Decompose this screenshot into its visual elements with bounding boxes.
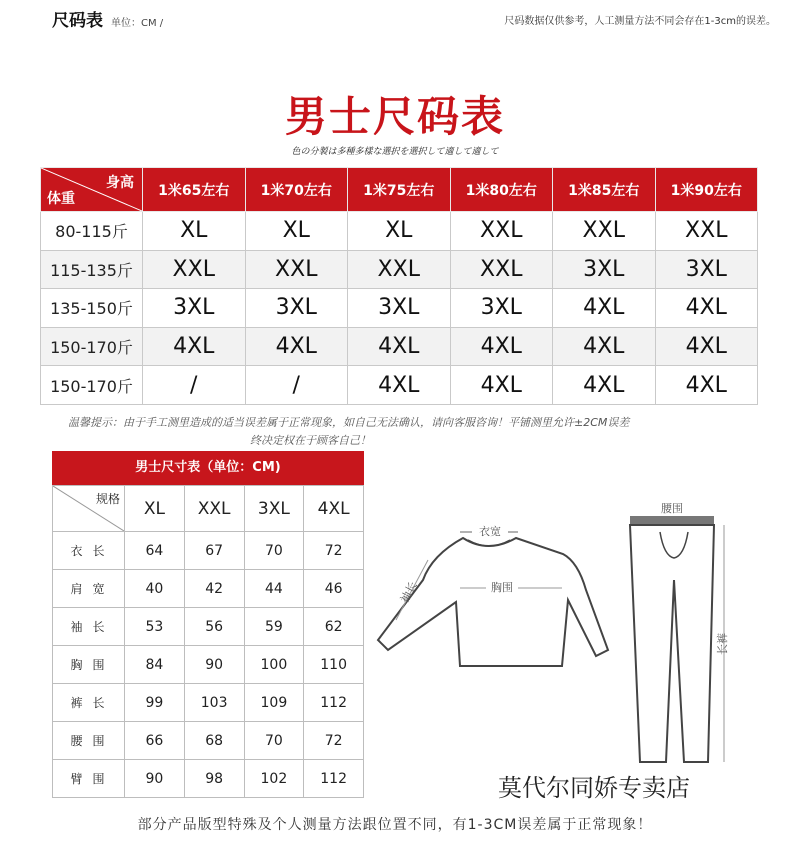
measure-row-label: 胸围 bbox=[53, 646, 125, 684]
measure-cell: 90 bbox=[184, 646, 244, 684]
main-title: 男士尺码表 bbox=[284, 92, 505, 141]
size-chart-corner bbox=[41, 168, 143, 212]
size-cell: 3XL bbox=[655, 250, 758, 289]
size-cell: XXL bbox=[348, 250, 451, 289]
size-chart-header-row bbox=[41, 168, 758, 212]
size-chart-table bbox=[40, 167, 758, 405]
size-cell: 3XL bbox=[143, 289, 246, 328]
measure-header-row bbox=[53, 486, 364, 532]
waistband bbox=[630, 516, 714, 525]
measure-row-label: 肩宽 bbox=[53, 570, 125, 608]
measure-cell: 40 bbox=[125, 570, 185, 608]
table-row bbox=[41, 250, 758, 289]
measure-cell: 110 bbox=[304, 646, 364, 684]
corner-weight-label: 体重 bbox=[47, 191, 75, 207]
table-row bbox=[53, 684, 364, 722]
header-unit: 单位：CM / bbox=[111, 18, 164, 29]
table-row bbox=[53, 532, 364, 570]
size-cell: XL bbox=[348, 212, 451, 251]
weight-cell: 135-150斤 bbox=[41, 289, 143, 328]
measure-size-header: XL bbox=[125, 486, 185, 532]
size-cell: 4XL bbox=[553, 327, 656, 366]
weight-cell: 115-135斤 bbox=[41, 250, 143, 289]
table-row bbox=[41, 327, 758, 366]
header-left bbox=[52, 6, 163, 31]
size-cell: XL bbox=[143, 212, 246, 251]
measure-cell: 66 bbox=[125, 722, 185, 760]
note-line-2: 终决定权在于顾客自己！ bbox=[250, 434, 371, 447]
size-cell: XXL bbox=[450, 212, 553, 251]
corner-height-label: 身高 bbox=[106, 175, 134, 191]
measure-cell: 103 bbox=[184, 684, 244, 722]
header-title: 尺码表 bbox=[52, 11, 103, 31]
table-row bbox=[41, 289, 758, 328]
weight-cell: 150-170斤 bbox=[41, 366, 143, 405]
shirt-chest-label: 胸围 bbox=[491, 581, 513, 594]
measure-cell: 109 bbox=[244, 684, 304, 722]
height-header: 1米90左右 bbox=[655, 168, 758, 212]
pants-diagram bbox=[608, 500, 748, 770]
size-cell: XXL bbox=[143, 250, 246, 289]
measure-cell: 67 bbox=[184, 532, 244, 570]
measure-chart-title: 男士尺寸表（单位：CM) bbox=[52, 451, 364, 485]
height-header: 1米65左右 bbox=[143, 168, 246, 212]
measure-cell: 64 bbox=[125, 532, 185, 570]
measure-cell: 62 bbox=[304, 608, 364, 646]
measure-cell: 46 bbox=[304, 570, 364, 608]
measure-cell: 99 bbox=[125, 684, 185, 722]
table-row bbox=[53, 608, 364, 646]
size-cell: 3XL bbox=[450, 289, 553, 328]
size-cell: 4XL bbox=[245, 327, 348, 366]
size-cell: 4XL bbox=[655, 366, 758, 405]
measure-row-label: 袖长 bbox=[53, 608, 125, 646]
size-cell: 3XL bbox=[348, 289, 451, 328]
measure-corner-label: 规格 bbox=[95, 492, 120, 506]
measure-row-label: 臂围 bbox=[53, 760, 125, 798]
size-cell: 3XL bbox=[553, 250, 656, 289]
footer-note: 部分产品版型特殊及个人测量方法跟位置不同，有1-3CM误差属于正常现象！ bbox=[137, 817, 653, 833]
table-row bbox=[53, 722, 364, 760]
size-cell: XL bbox=[245, 212, 348, 251]
size-cell: 4XL bbox=[348, 327, 451, 366]
measure-size-header: XXL bbox=[184, 486, 244, 532]
measure-cell: 84 bbox=[125, 646, 185, 684]
note-line-1: 温馨提示：由于手工测里造成的适当误差属于正常现象，如自己无法确认，请向客服咨询！平铺测里允许±2CM误差 bbox=[68, 416, 630, 429]
measure-cell: 42 bbox=[184, 570, 244, 608]
header-disclaimer: 尺码数据仅供参考，人工测量方法不同会存在1-3cm的误差。 bbox=[504, 16, 776, 27]
measure-cell: 72 bbox=[304, 532, 364, 570]
weight-cell: 150-170斤 bbox=[41, 327, 143, 366]
measure-cell: 100 bbox=[244, 646, 304, 684]
measure-cell: 59 bbox=[244, 608, 304, 646]
table-row bbox=[53, 646, 364, 684]
size-cell: 4XL bbox=[450, 327, 553, 366]
height-header: 1米80左右 bbox=[450, 168, 553, 212]
sub-title: 色の分製は多種多樣な選択を選択して適して適して bbox=[291, 147, 499, 157]
size-cell: XXL bbox=[245, 250, 348, 289]
measure-cell: 53 bbox=[125, 608, 185, 646]
size-cell: XXL bbox=[553, 212, 656, 251]
shirt-diagram bbox=[368, 510, 618, 675]
measure-row-label: 衣长 bbox=[53, 532, 125, 570]
height-header: 1米75左右 bbox=[348, 168, 451, 212]
measure-cell: 56 bbox=[184, 608, 244, 646]
pants-length-label: 长裤 bbox=[716, 633, 729, 655]
size-cell: 4XL bbox=[450, 366, 553, 405]
measure-cell: 70 bbox=[244, 722, 304, 760]
measure-size-header: 3XL bbox=[244, 486, 304, 532]
shop-name: 莫代尔同娇专卖店 bbox=[498, 774, 690, 802]
size-cell: 3XL bbox=[245, 289, 348, 328]
measure-cell: 90 bbox=[125, 760, 185, 798]
measure-cell: 98 bbox=[184, 760, 244, 798]
measure-cell: 70 bbox=[244, 532, 304, 570]
table-row bbox=[53, 760, 364, 798]
measure-size-header: 4XL bbox=[304, 486, 364, 532]
table-row bbox=[41, 212, 758, 251]
size-cell: 4XL bbox=[553, 289, 656, 328]
size-cell: 4XL bbox=[655, 289, 758, 328]
pants-waist-label: 腰围 bbox=[661, 502, 683, 515]
measure-cell: 102 bbox=[244, 760, 304, 798]
size-cell: 4XL bbox=[655, 327, 758, 366]
shirt-width-label: 衣宽 bbox=[479, 525, 501, 538]
weight-cell: 80-115斤 bbox=[41, 212, 143, 251]
measure-row-label: 裤长 bbox=[53, 684, 125, 722]
height-header: 1米70左右 bbox=[245, 168, 348, 212]
measure-row-label: 腰围 bbox=[53, 722, 125, 760]
measure-cell: 112 bbox=[304, 684, 364, 722]
height-header: 1米85左右 bbox=[553, 168, 656, 212]
measure-cell: 68 bbox=[184, 722, 244, 760]
measure-corner bbox=[53, 486, 125, 532]
measure-cell: 72 bbox=[304, 722, 364, 760]
size-cell: XXL bbox=[450, 250, 553, 289]
size-cell: 4XL bbox=[143, 327, 246, 366]
measure-cell: 44 bbox=[244, 570, 304, 608]
size-cell: / bbox=[245, 366, 348, 405]
size-cell: / bbox=[143, 366, 246, 405]
measure-chart-table bbox=[52, 485, 364, 798]
measure-cell: 112 bbox=[304, 760, 364, 798]
shirt-sleeve-label: 袖长 bbox=[398, 579, 420, 606]
size-cell: 4XL bbox=[348, 366, 451, 405]
table-row bbox=[41, 366, 758, 405]
table-row bbox=[53, 570, 364, 608]
size-cell: 4XL bbox=[553, 366, 656, 405]
size-cell: XXL bbox=[655, 212, 758, 251]
